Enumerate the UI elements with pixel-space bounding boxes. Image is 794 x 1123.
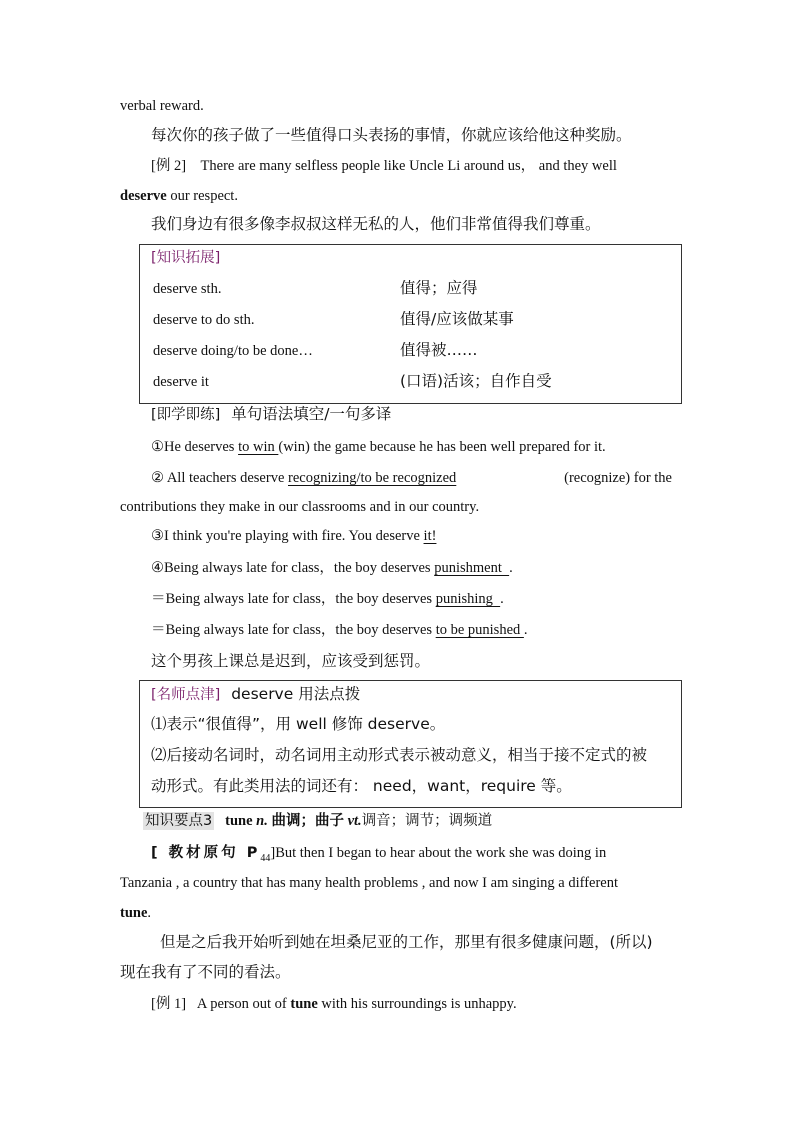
extension-zh: 值得被…… bbox=[400, 341, 478, 359]
pos-label: vt. bbox=[347, 813, 362, 829]
meaning: 曲调；曲子 bbox=[271, 813, 344, 829]
practice-item bbox=[151, 589, 504, 609]
answer-blank: to win bbox=[238, 439, 279, 455]
tips-heading: [名师点津] bbox=[151, 687, 221, 703]
item-text: ② All teachers deserve bbox=[151, 470, 288, 486]
example-text: A person out of bbox=[196, 996, 291, 1012]
example-2 bbox=[151, 156, 671, 176]
item-text: ③I think you're playing with fire. You deserve bbox=[151, 528, 424, 544]
point-word: tune bbox=[225, 813, 253, 829]
translation-line: 这个男孩上课总是迟到，应该受到惩罚。 bbox=[151, 652, 431, 670]
answer-blank: it! bbox=[423, 528, 437, 544]
item-text: . bbox=[523, 622, 528, 638]
example-label: [例 1] bbox=[151, 996, 187, 1012]
tips-heading-line bbox=[151, 684, 360, 705]
extension-zh: 值得/应该做某事 bbox=[400, 310, 514, 328]
textbook-sentence-cont: Tanzania , a country that has many health problems , and now I am singing a different bbox=[120, 875, 619, 891]
item-text: . bbox=[147, 905, 152, 921]
extension-en: deserve sth. bbox=[153, 281, 222, 297]
practice-item bbox=[151, 620, 528, 640]
answer-blank: recognizing/to be recognized bbox=[288, 470, 457, 486]
meaning: 调音；调节；调频道 bbox=[361, 813, 493, 829]
page-number: 44 bbox=[260, 852, 271, 864]
tips-point: ⑴表示“很值得”，用 well 修饰 deserve。 bbox=[151, 715, 446, 733]
tips-point: ⑵后接动名词时，动名词用主动形式表示被动意义，相当于接不定式的被 bbox=[151, 746, 648, 764]
example-2-cont bbox=[120, 186, 238, 206]
textbook-sentence-end bbox=[120, 903, 151, 923]
practice-item bbox=[151, 437, 606, 457]
box-heading: [知识拓展] bbox=[151, 250, 221, 266]
point-label: 知识要点3 bbox=[145, 813, 213, 829]
item-text: ＝Being always late for class，the boy deserves bbox=[151, 622, 436, 638]
example-text-end: our respect. bbox=[166, 188, 238, 204]
textbook-sentence bbox=[151, 843, 672, 869]
item-text: (recognize) for the bbox=[564, 470, 672, 486]
extension-en: deserve to do sth. bbox=[153, 312, 255, 328]
knowledge-point-header bbox=[143, 811, 492, 831]
answer-blank: punishment bbox=[434, 560, 510, 576]
keyword: tune bbox=[120, 905, 148, 921]
tips-point: 动形式。有此类用法的词还有： need，want，require 等。 bbox=[151, 777, 572, 795]
item-text: ①He deserves bbox=[151, 439, 239, 455]
example-text: with his surroundings is unhappy. bbox=[317, 996, 517, 1012]
practice-item bbox=[151, 468, 672, 488]
translation-line: 现在我有了不同的看法。 bbox=[120, 963, 291, 981]
practice-item bbox=[151, 558, 513, 578]
practice-heading: [即学即练] bbox=[151, 407, 221, 423]
extension-en: deserve it bbox=[153, 374, 209, 390]
tips-title: deserve 用法点拨 bbox=[231, 685, 361, 703]
extension-zh: 值得；应得 bbox=[400, 279, 478, 297]
item-text: ＝Being always late for class，the boy deserves bbox=[151, 591, 436, 607]
translation-line: 我们身边有很多像李叔叔这样无私的人，他们非常值得我们尊重。 bbox=[151, 215, 601, 233]
example-1 bbox=[151, 994, 517, 1014]
keyword: deserve bbox=[120, 188, 167, 204]
text-line: verbal reward. bbox=[120, 98, 204, 114]
example-text: There are many selfless people like Uncle Li around us， and they well bbox=[200, 158, 617, 174]
practice-subtitle: 单句语法填空/一句多译 bbox=[231, 405, 392, 423]
practice-item bbox=[151, 526, 436, 546]
extension-en: deserve doing/to be done… bbox=[153, 343, 313, 359]
answer-blank: to be punished bbox=[435, 622, 524, 638]
textbook-label: [ 教材原句 P bbox=[151, 845, 261, 861]
keyword: tune bbox=[290, 996, 318, 1012]
extension-zh: (口语)活该；自作自受 bbox=[400, 372, 552, 390]
item-text: (win) the game because he has been well prepared for it. bbox=[278, 439, 606, 455]
answer-blank: punishing bbox=[435, 591, 501, 607]
item-text: . bbox=[509, 560, 513, 576]
pos-label: n. bbox=[256, 813, 268, 829]
example-label: [例 2] bbox=[151, 158, 187, 174]
practice-item-cont: contributions they make in our classrooms and in our country. bbox=[120, 499, 480, 515]
practice-heading-line bbox=[151, 404, 391, 425]
item-text: . bbox=[500, 591, 504, 607]
translation-line: 但是之后我开始听到她在坦桑尼亚的工作，那里有很多健康问题，(所以) bbox=[160, 933, 653, 951]
translation-line: 每次你的孩子做了一些值得口头表扬的事情，你就应该给他这种奖励。 bbox=[151, 126, 632, 144]
textbook-text: ]But then I began to hear about the work she was doing in bbox=[270, 845, 607, 861]
item-text: ④Being always late for class，the boy deserves bbox=[151, 560, 435, 576]
